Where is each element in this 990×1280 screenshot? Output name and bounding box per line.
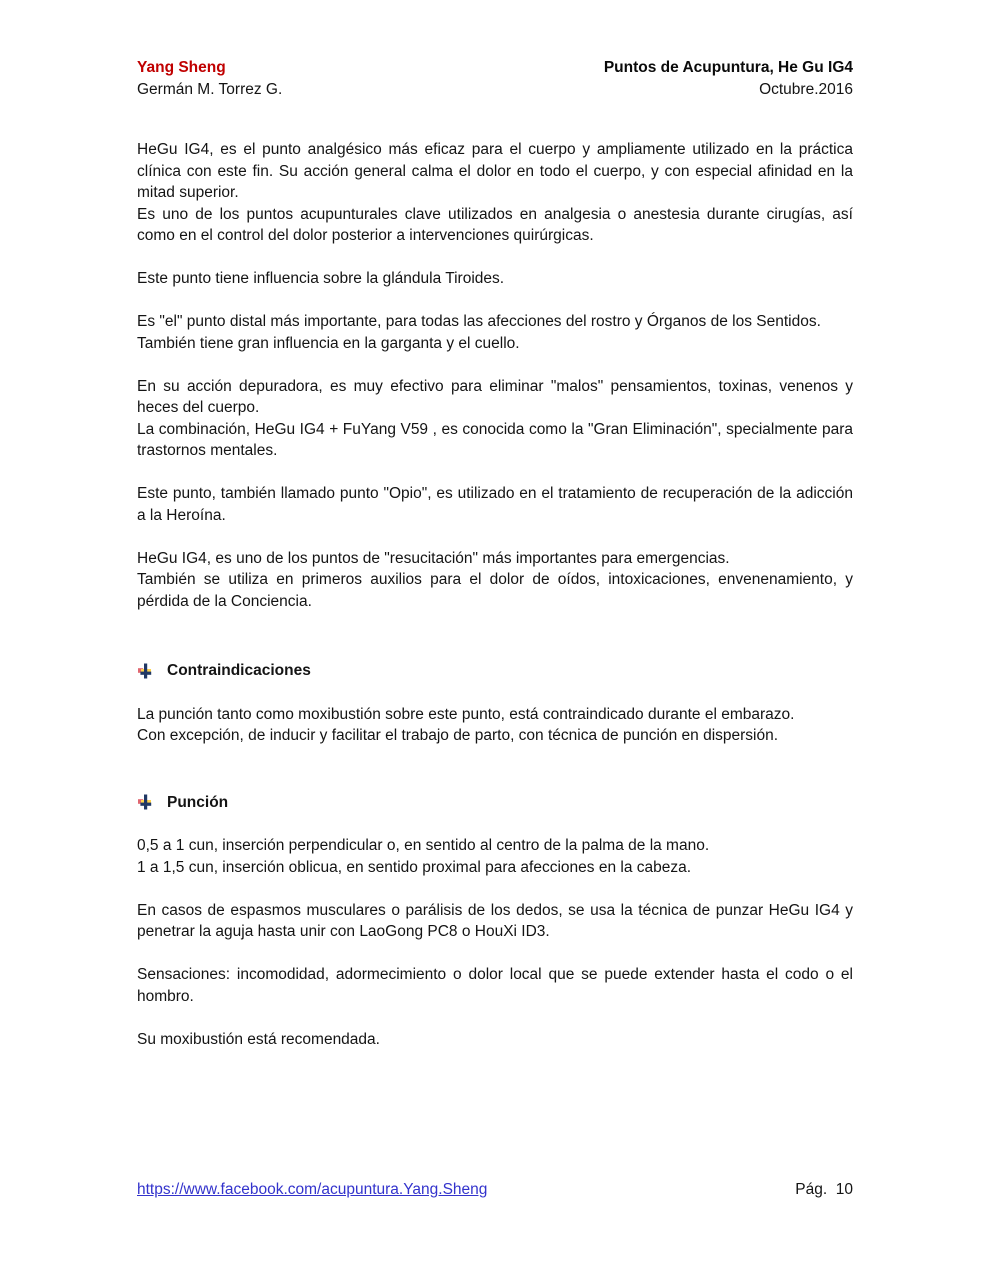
- paragraph-tiroides: [137, 268, 853, 290]
- bullet-icon: [137, 794, 154, 810]
- paragraph-text: En casos de espasmos musculares o parálisis de los dedos, se usa la técnica de punzar HeGu IG4 y penetrar la aguja hasta unir con LaoGong PC8 o HouXi ID3.: [137, 901, 853, 940]
- header-left: [137, 57, 282, 100]
- facebook-link[interactable]: https://www.facebook.com/acupuntura.Yang.Sheng: [137, 1181, 488, 1198]
- paragraph-resucitacion: [137, 548, 853, 613]
- paragraph-sensaciones: [137, 964, 853, 1007]
- paragraph-text: También se utiliza en primeros auxilios para el dolor de oídos, intoxicaciones, envenenamiento, y pérdida de la Conciencia.: [137, 571, 853, 610]
- document-date: Octubre.2016: [759, 80, 853, 98]
- document-title: Puntos de Acupuntura, He Gu IG4: [603, 59, 853, 76]
- header-right: [604, 57, 853, 100]
- heading-puncion: [137, 792, 853, 814]
- paragraph-intro: [137, 139, 853, 247]
- paragraph-text: 0,5 a 1 cun, inserción perpendicular o, en sentido al centro de la palma de la mano.: [137, 837, 710, 854]
- heading-label: Contraindicaciones: [167, 662, 311, 679]
- bullet-icon: [137, 663, 154, 679]
- paragraph-text: HeGu IG4, es uno de los puntos de "resucitación" más importantes para emergencias.: [137, 549, 730, 567]
- paragraph-moxibustion: [137, 1029, 853, 1051]
- paragraph-text: Este punto tiene influencia sobre la glándula Tiroides.: [137, 270, 505, 287]
- paragraph-text: Sensaciones: incomodidad, adormecimiento o dolor local que se puede extender hasta el codo o el hombro.: [137, 966, 853, 1005]
- paragraph-depuradora: [137, 376, 853, 462]
- paragraph-espasmos: [137, 900, 853, 943]
- paragraph-opio: [137, 483, 853, 526]
- page-number: Pág. 10: [795, 1181, 853, 1198]
- heading-label: Punción: [167, 793, 229, 811]
- paragraph-text: 1 a 1,5 cun, inserción oblicua, en sentido proximal para afecciones en la cabeza.: [137, 858, 692, 876]
- paragraph-text: HeGu IG4, es el punto analgésico más eficaz para el cuerpo y ampliamente utilizado en la práctica clínica con este fin. Su acción general calma el dolor en todo el cuerpo, y con especial afinidad en la mitad superior.: [137, 141, 853, 201]
- page-header: [137, 57, 853, 100]
- paragraph-text: Con excepción, de inducir y facilitar el trabajo de parto, con técnica de punción en dispersión.: [137, 727, 779, 744]
- paragraph-text: En su acción depuradora, es muy efectivo para eliminar "malos" pensamientos, toxinas, venenos y heces del cuerpo.: [137, 377, 853, 416]
- paragraph-text: También tiene gran influencia en la garganta y el cuello.: [137, 334, 520, 352]
- brand-name: Yang Sheng: [137, 59, 226, 76]
- paragraph-text: La combinación, HeGu IG4 + FuYang V59 , es conocida como la "Gran Eliminación", specialmente para trastornos mentales.: [137, 420, 853, 459]
- paragraph-text: Es uno de los puntos acupunturales clave utilizados en analgesia o anestesia durante cirugías, así como en el control del dolor posterior a intervenciones quirúrgicas.: [137, 205, 853, 244]
- document-body: [137, 139, 853, 1050]
- page-footer: [137, 1179, 853, 1201]
- paragraph-distal: [137, 311, 853, 354]
- paragraph-puncion: [137, 835, 853, 878]
- paragraph-text: Este punto, también llamado punto "Opio", es utilizado en el tratamiento de recuperación de la adicción a la Heroína.: [137, 485, 853, 524]
- paragraph-text: Es "el" punto distal más importante, para todas las afecciones del rostro y Órganos de los Sentidos.: [137, 313, 821, 330]
- paragraph-text: La punción tanto como moxibustión sobre este punto, está contraindicado durante el embarazo.: [137, 705, 795, 723]
- paragraph-text: Su moxibustión está recomendada.: [137, 1030, 380, 1048]
- author-name: Germán M. Torrez G.: [137, 80, 283, 98]
- paragraph-contraindicaciones: [137, 704, 853, 747]
- heading-contraindicaciones: [137, 660, 853, 682]
